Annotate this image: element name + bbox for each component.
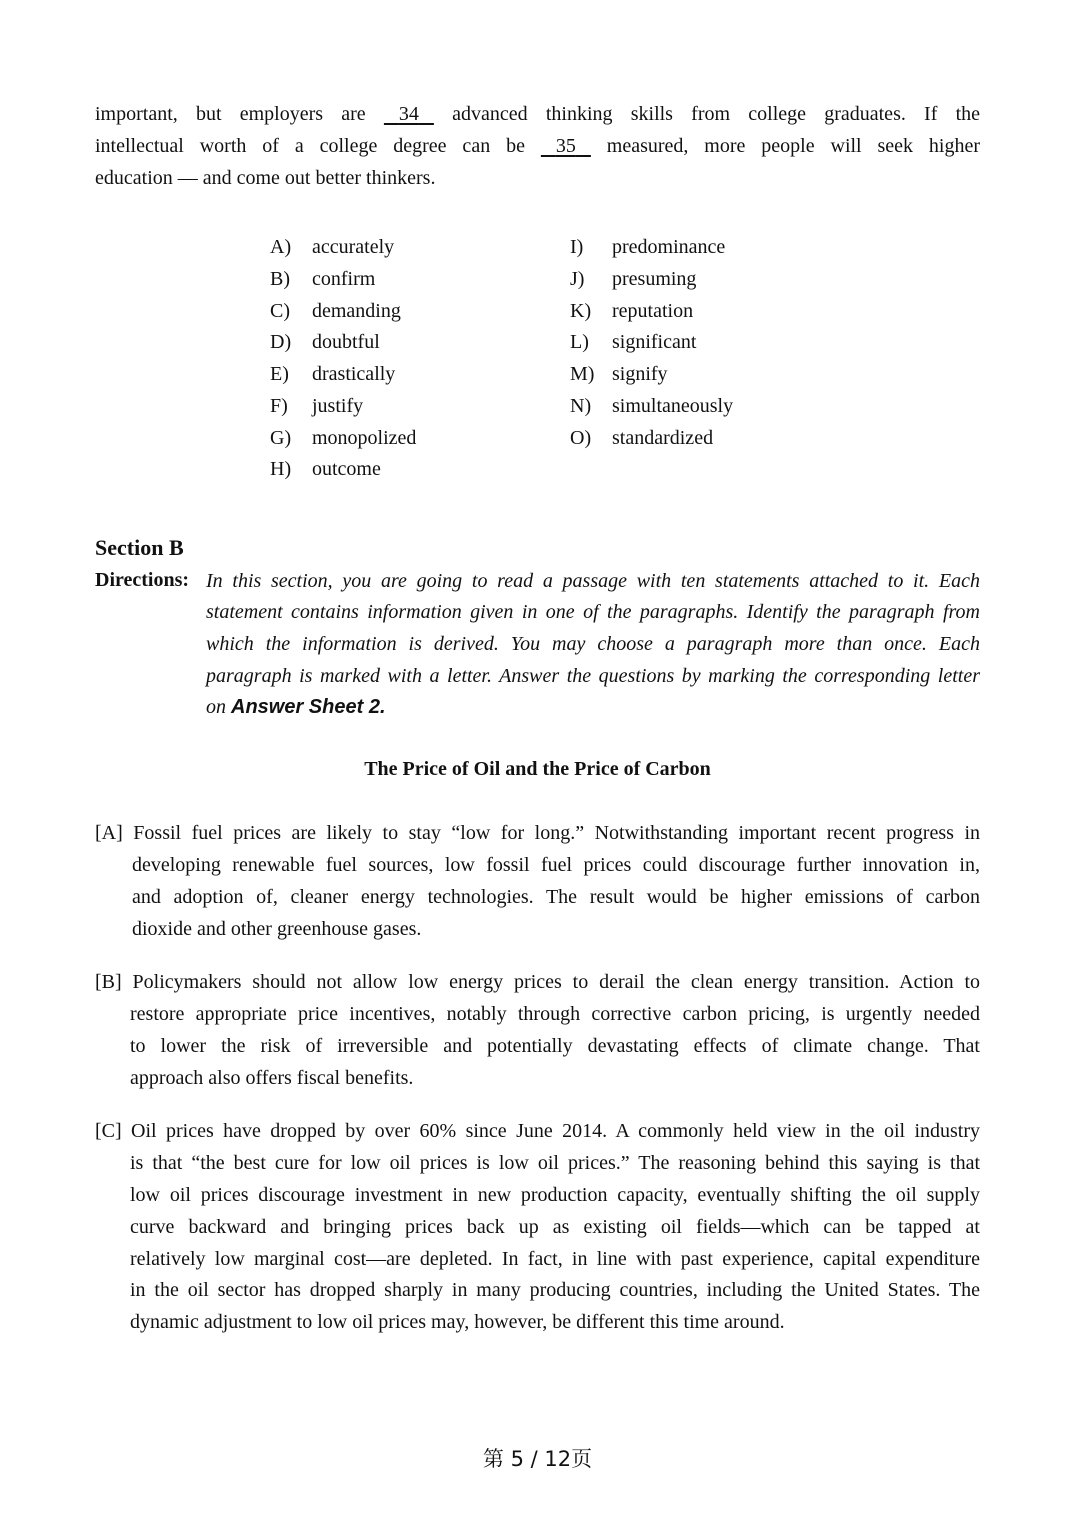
intro-text: measured, more people will seek higher (606, 135, 981, 157)
paragraph-line: developing renewable fuel sources, low fossil fuel prices could discourage further innovation in, (132, 854, 980, 876)
option-m: M) signify (570, 363, 668, 385)
option-h: H) outcome (270, 458, 381, 480)
option-n: N) simultaneously (570, 395, 734, 417)
paragraph-line: relatively low marginal cost—are depleted. In fact, in line with past experience, capital expenditure (130, 1248, 980, 1270)
paragraph-line: dynamic adjustment to low oil prices may, however, be different this time around. (130, 1311, 785, 1333)
directions-line: In this section, you are going to read a passage with ten statements attached to it. Each (206, 570, 980, 592)
paragraph-line: [B] Policymakers should not allow low energy prices to derail the clean energy transition. Action to (95, 971, 980, 993)
option-c: C) demanding (270, 300, 401, 322)
directions-label: Directions: (95, 569, 190, 591)
intro-text: important, but employers are (95, 103, 366, 125)
paragraph-line: low oil prices discourage investment in new production capacity, eventually shifting the oil supply (130, 1184, 980, 1206)
blank-35: 35 (555, 135, 576, 157)
directions-line: statement contains information given in one of the paragraphs. Identify the paragraph from (206, 601, 980, 623)
option-f: F) justify (270, 395, 364, 417)
passage-title: The Price of Oil and the Price of Carbon (364, 758, 711, 780)
directions-line: paragraph is marked with a letter. Answer the questions by marking the corresponding letter (206, 665, 980, 687)
paragraph-line: dioxide and other greenhouse gases. (132, 918, 422, 940)
option-l: L) significant (570, 331, 697, 353)
intro-text: advanced thinking skills from college graduates. If the (452, 103, 981, 125)
option-j: J) presuming (570, 268, 697, 290)
answer-sheet-ref: Answer Sheet 2. (231, 696, 386, 718)
paragraph-line: is that “the best cure for low oil prices is low oil prices.” The reasoning behind this saying is that (130, 1152, 980, 1174)
intro-line-1 (95, 102, 980, 126)
paragraph-line: [C] Oil prices have dropped by over 60% since June 2014. A commonly held view in the oil industry (95, 1120, 980, 1142)
option-a: A) accurately (270, 236, 395, 258)
paragraph-line: approach also offers fiscal benefits. (130, 1067, 414, 1089)
paragraph-line: in the oil sector has dropped sharply in many producing countries, including the United States. The (130, 1279, 980, 1301)
paragraph-line: [A] Fossil fuel prices are likely to stay “low for long.” Notwithstanding important recent progress in (95, 822, 980, 844)
option-d: D) doubtful (270, 331, 380, 353)
paragraph-line: and adoption of, cleaner energy technologies. The result would be higher emissions of carbon (132, 886, 980, 908)
paragraph-line: to lower the risk of irreversible and potentially devastating effects of climate change. That (130, 1035, 980, 1057)
directions-line: which the information is derived. You may choose a paragraph more than once. Each (206, 633, 980, 655)
option-b: B) confirm (270, 268, 376, 290)
page-number: 第 5 / 12页 (482, 1447, 593, 1471)
option-k: K) reputation (570, 300, 694, 322)
intro-text: intellectual worth of a college degree can be (95, 135, 525, 157)
option-o: O) standardized (570, 427, 714, 449)
blank-34: 34 (398, 103, 419, 125)
option-i: I) predominance (570, 236, 726, 258)
paragraph-line: restore appropriate price incentives, notably through corrective carbon pricing, is urgently needed (130, 1003, 980, 1025)
directions-line: on Answer Sheet 2. (206, 696, 386, 718)
option-e: E) drastically (270, 363, 396, 385)
option-g: G) monopolized (270, 427, 417, 449)
section-title: Section B (95, 535, 184, 560)
intro-line-2 (95, 134, 980, 158)
intro-line-3: education — and come out better thinkers. (95, 167, 436, 189)
paragraph-line: curve backward and bringing prices back up as existing oil fields—which can be tapped at (130, 1216, 980, 1238)
